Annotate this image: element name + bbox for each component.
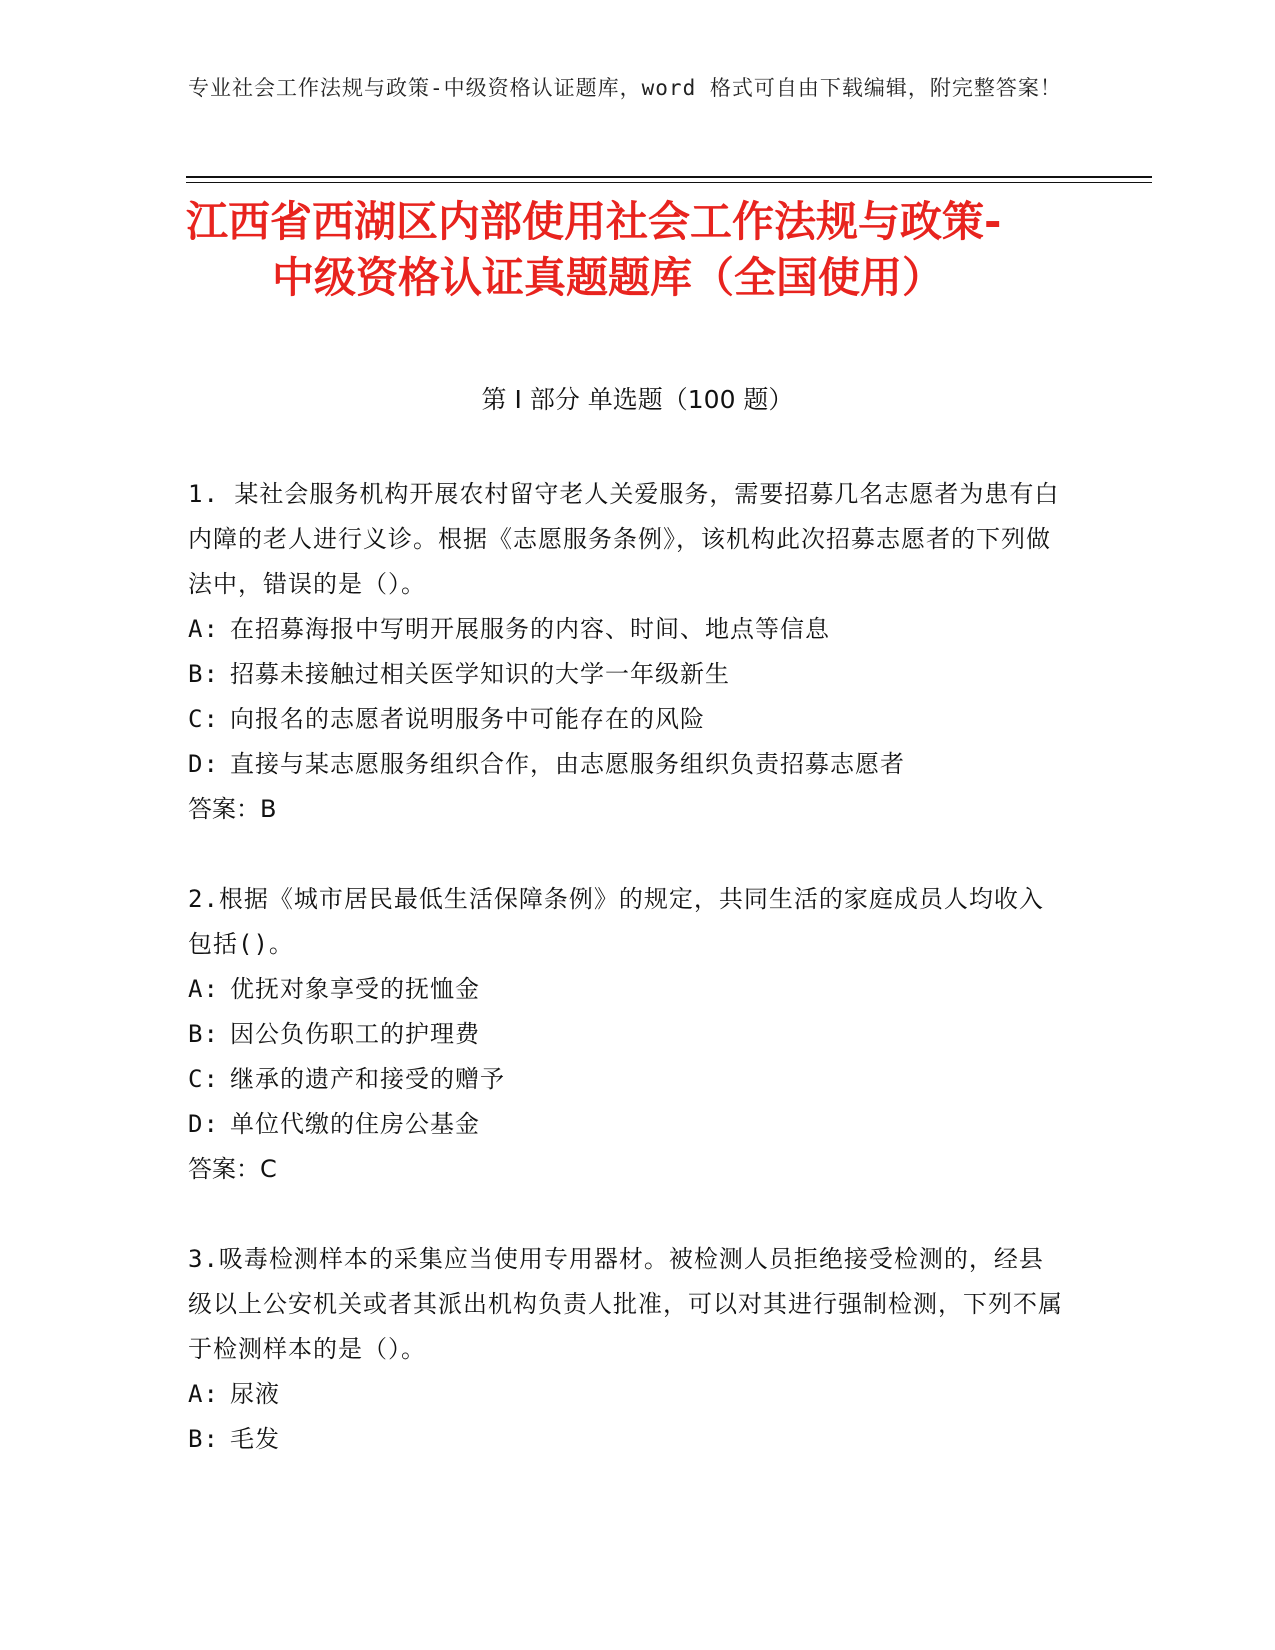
section-heading: 第 I 部分 单选题（100 题） bbox=[481, 385, 794, 414]
document-title bbox=[186, 194, 1086, 306]
header-rule-thin bbox=[186, 182, 1152, 183]
option-text: 因公负伤职工的护理费 bbox=[230, 1020, 480, 1048]
option-text: 尿液 bbox=[230, 1380, 280, 1408]
option-letter: D: bbox=[188, 750, 219, 778]
option-letter: A: bbox=[188, 975, 219, 1003]
question-list bbox=[188, 472, 1068, 1507]
question-stem: 3.吸毒检测样本的采集应当使用专用器材。被检测人员拒绝接受检测的，经县级以上公安机关或者其派出机构负责人批准，可以对其进行强制检测，下列不属于检测样本的是（）。 bbox=[188, 1245, 1063, 1363]
option-a bbox=[188, 967, 1068, 1012]
option-text: 单位代缴的住房公基金 bbox=[230, 1110, 480, 1138]
option-a bbox=[188, 607, 1068, 652]
option-letter: B: bbox=[188, 660, 219, 688]
question-1 bbox=[188, 472, 1068, 832]
option-letter: C: bbox=[188, 705, 219, 733]
option-letter: B: bbox=[188, 1020, 219, 1048]
option-b bbox=[188, 652, 1068, 697]
option-d bbox=[188, 742, 1068, 787]
question-stem: 1. 某社会服务机构开展农村留守老人关爱服务，需要招募几名志愿者为患有白内障的老人进行义诊。根据《志愿服务条例》，该机构此次招募志愿者的下列做法中，错误的是（）。 bbox=[188, 480, 1060, 598]
title-line-1: 江西省西湖区内部使用社会工作法规与政策- bbox=[186, 197, 1002, 246]
option-letter: A: bbox=[188, 1380, 219, 1408]
option-letter: B: bbox=[188, 1425, 219, 1453]
option-c bbox=[188, 697, 1068, 742]
option-text: 优抚对象享受的抚恤金 bbox=[230, 975, 480, 1003]
option-text: 继承的遗产和接受的赠予 bbox=[230, 1065, 505, 1093]
option-d bbox=[188, 1102, 1068, 1147]
option-b bbox=[188, 1012, 1068, 1057]
option-text: 毛发 bbox=[230, 1425, 280, 1453]
option-a bbox=[188, 1372, 1068, 1417]
option-letter: D: bbox=[188, 1110, 219, 1138]
question-2 bbox=[188, 877, 1068, 1192]
option-text: 向报名的志愿者说明服务中可能存在的风险 bbox=[230, 705, 705, 733]
option-b bbox=[188, 1417, 1068, 1462]
title-line-2: 中级资格认证真题题库（全国使用） bbox=[272, 253, 945, 302]
question-stem: 2.根据《城市居民最低生活保障条例》的规定，共同生活的家庭成员人均收入包括()。 bbox=[188, 885, 1044, 958]
header-rule-thick bbox=[186, 176, 1152, 178]
header-note: 专业社会工作法规与政策-中级资格认证题库，word 格式可自由下载编辑，附完整答案！ bbox=[188, 76, 1062, 100]
answer-line: 答案：B bbox=[188, 795, 277, 823]
option-text: 招募未接触过相关医学知识的大学一年级新生 bbox=[230, 660, 730, 688]
option-text: 直接与某志愿服务组织合作，由志愿服务组织负责招募志愿者 bbox=[230, 750, 905, 778]
option-letter: A: bbox=[188, 615, 219, 643]
option-text: 在招募海报中写明开展服务的内容、时间、地点等信息 bbox=[230, 615, 830, 643]
option-letter: C: bbox=[188, 1065, 219, 1093]
answer-line: 答案：C bbox=[188, 1155, 277, 1183]
question-3 bbox=[188, 1237, 1068, 1462]
option-c bbox=[188, 1057, 1068, 1102]
